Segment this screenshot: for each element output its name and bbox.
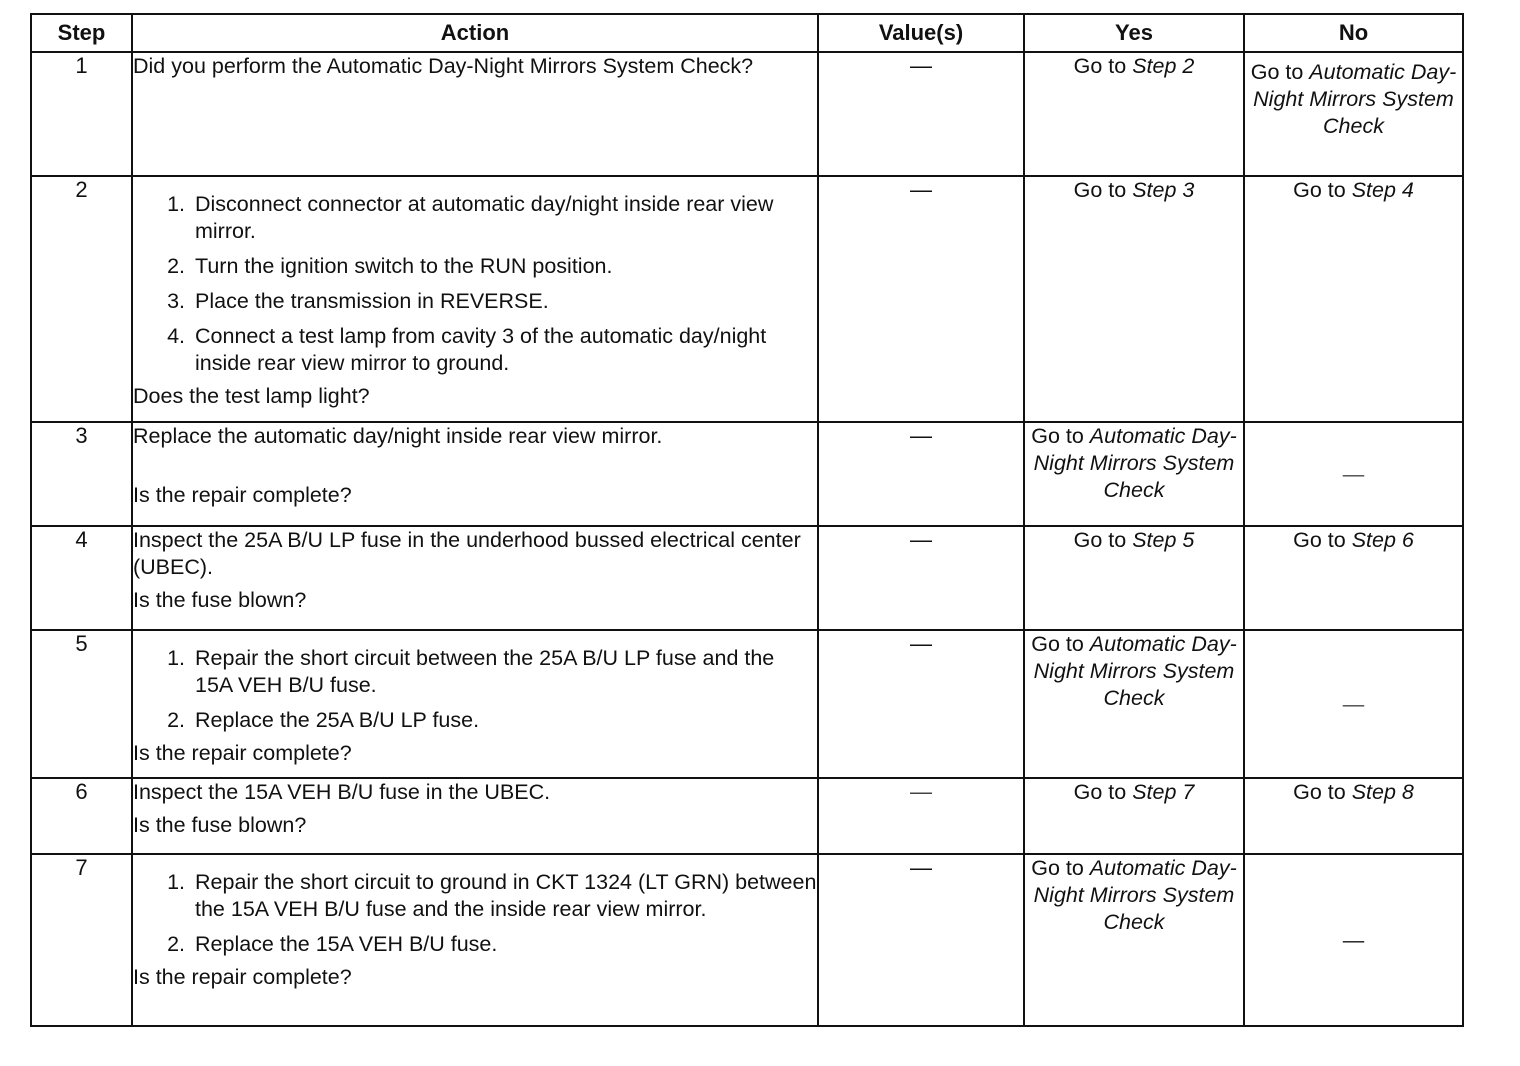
- step-number: 5: [31, 630, 132, 778]
- header-values: Value(s): [818, 14, 1024, 52]
- header-action: Action: [132, 14, 818, 52]
- action-cell: [132, 422, 818, 526]
- yes-cell: [1024, 176, 1244, 422]
- action-cell: [132, 630, 818, 778]
- action-cell: [132, 854, 818, 1026]
- table-header-row: [31, 14, 1463, 52]
- action-step: 1. Repair the short circuit between the 25A B/U LP fuse and the 15A VEH B/U fuse.: [191, 645, 817, 699]
- yes-prefix: Go to: [1031, 856, 1090, 880]
- action-steps-list: [133, 191, 817, 377]
- value-cell: [818, 422, 1024, 526]
- no-target: Step 4: [1351, 178, 1414, 202]
- value-cell: [818, 526, 1024, 630]
- value-text: —: [910, 855, 932, 880]
- table-row: [31, 854, 1463, 1026]
- no-text: —: [1342, 461, 1365, 486]
- yes-prefix: Go to: [1073, 54, 1133, 78]
- no-target: Step 8: [1351, 780, 1414, 804]
- value-cell: [818, 630, 1024, 778]
- step-number: 6: [31, 778, 132, 854]
- yes-target: Step 5: [1132, 528, 1195, 552]
- value-text: —: [910, 423, 932, 448]
- no-text: —: [1342, 691, 1365, 716]
- no-cell: [1244, 630, 1463, 778]
- action-cell: [132, 526, 818, 630]
- step-number: 4: [31, 526, 132, 630]
- no-text: —: [1342, 927, 1365, 952]
- value-cell: [818, 778, 1024, 854]
- yes-prefix: Go to: [1073, 780, 1133, 804]
- table-row: [31, 526, 1463, 630]
- yes-prefix: Go to: [1073, 528, 1133, 552]
- action-text: Did you perform the Automatic Day-Night Mirrors System Check?: [133, 54, 754, 78]
- yes-target: Automatic Day-Night Mirrors System Check: [1033, 632, 1237, 710]
- action-question: Is the fuse blown?: [133, 813, 307, 837]
- table-row: [31, 778, 1463, 854]
- yes-target: Step 3: [1132, 178, 1195, 202]
- action-step: 2. Replace the 25A B/U LP fuse.: [191, 707, 817, 734]
- yes-cell: [1024, 422, 1244, 526]
- table-row: [31, 422, 1463, 526]
- header-step: Step: [31, 14, 132, 52]
- action-cell: [132, 176, 818, 422]
- value-text: —: [910, 53, 932, 78]
- header-no: No: [1244, 14, 1463, 52]
- yes-cell: [1024, 854, 1244, 1026]
- action-text: Replace the automatic day/night inside rear view mirror.: [133, 424, 663, 448]
- yes-prefix: Go to: [1031, 632, 1090, 656]
- no-target: Automatic Day-Night Mirrors System Check: [1253, 60, 1457, 138]
- action-step: 2. Turn the ignition switch to the RUN position.: [191, 253, 817, 280]
- step-number: 3: [31, 422, 132, 526]
- value-text: —: [910, 177, 932, 202]
- value-text: —: [910, 527, 932, 552]
- no-target: Step 6: [1351, 528, 1414, 552]
- no-cell: [1244, 526, 1463, 630]
- no-prefix: Go to: [1250, 60, 1310, 84]
- action-step: 4. Connect a test lamp from cavity 3 of the automatic day/night inside rear view mirror to ground.: [191, 323, 817, 377]
- value-cell: [818, 52, 1024, 176]
- no-cell: [1244, 422, 1463, 526]
- yes-prefix: Go to: [1073, 178, 1133, 202]
- value-cell: [818, 854, 1024, 1026]
- action-question: Is the repair complete?: [133, 483, 352, 507]
- yes-target: Step 7: [1132, 780, 1195, 804]
- action-question: Is the repair complete?: [133, 741, 352, 765]
- step-number: 2: [31, 176, 132, 422]
- yes-target: Step 2: [1132, 54, 1195, 78]
- action-cell: [132, 778, 818, 854]
- no-cell: [1244, 176, 1463, 422]
- action-question: Is the repair complete?: [133, 965, 352, 989]
- yes-target: Automatic Day-Night Mirrors System Check: [1033, 424, 1237, 502]
- step-number: 7: [31, 854, 132, 1026]
- no-prefix: Go to: [1293, 178, 1352, 202]
- action-cell: [132, 52, 818, 176]
- no-cell: [1244, 778, 1463, 854]
- table-row: [31, 176, 1463, 422]
- table-row: [31, 52, 1463, 176]
- action-steps-list: [133, 869, 817, 958]
- diagnostic-procedure-table: [30, 13, 1464, 1027]
- step-number: 1: [31, 52, 132, 176]
- action-step: 1. Repair the short circuit to ground in CKT 1324 (LT GRN) between the 15A VEH B/U fuse and the inside rear view mirror.: [191, 869, 817, 923]
- value-text: —: [910, 779, 932, 804]
- no-cell: [1244, 52, 1463, 176]
- yes-cell: [1024, 52, 1244, 176]
- yes-prefix: Go to: [1031, 424, 1090, 448]
- action-step: 2. Replace the 15A VEH B/U fuse.: [191, 931, 817, 958]
- yes-cell: [1024, 630, 1244, 778]
- yes-cell: [1024, 526, 1244, 630]
- action-step: 3. Place the transmission in REVERSE.: [191, 288, 817, 315]
- value-text: —: [910, 631, 932, 656]
- no-prefix: Go to: [1293, 780, 1352, 804]
- no-prefix: Go to: [1293, 528, 1352, 552]
- table-row: [31, 630, 1463, 778]
- header-yes: Yes: [1024, 14, 1244, 52]
- action-steps-list: [133, 645, 817, 734]
- value-cell: [818, 176, 1024, 422]
- yes-cell: [1024, 778, 1244, 854]
- no-cell: [1244, 854, 1463, 1026]
- action-step: 1. Disconnect connector at automatic day/night inside rear view mirror.: [191, 191, 817, 245]
- action-text: Inspect the 25A B/U LP fuse in the underhood bussed electrical center (UBEC).: [133, 528, 801, 579]
- action-text: Inspect the 15A VEH B/U fuse in the UBEC.: [133, 780, 551, 804]
- yes-target: Automatic Day-Night Mirrors System Check: [1033, 856, 1237, 934]
- action-question: Does the test lamp light?: [133, 384, 370, 408]
- action-question: Is the fuse blown?: [133, 588, 307, 612]
